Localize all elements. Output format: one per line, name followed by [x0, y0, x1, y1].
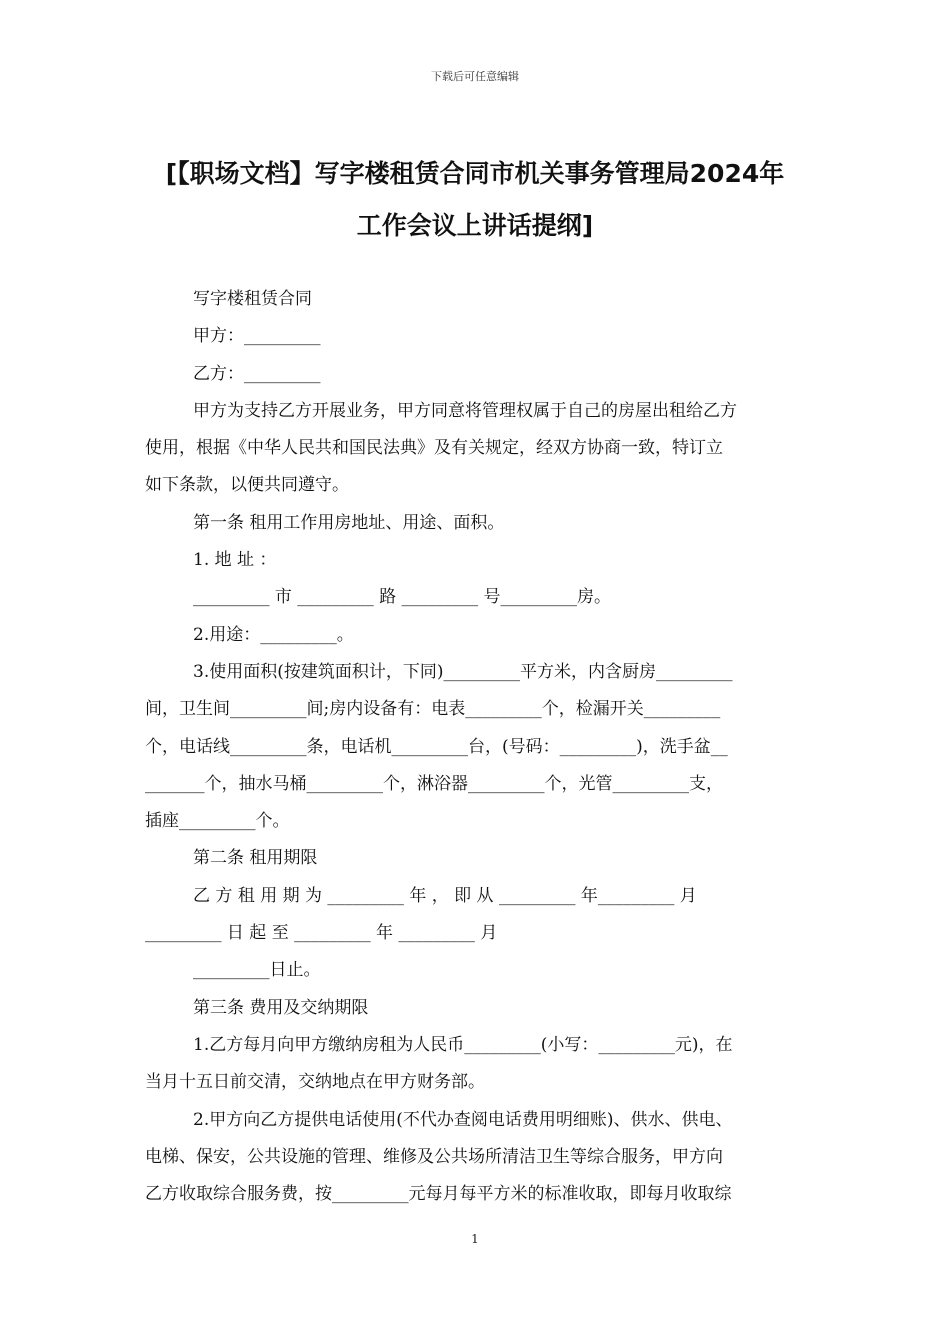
article-heading: 第三条 费用及交纳期限: [193, 997, 369, 1018]
text-line: 1. 地 址 ：: [193, 550, 277, 571]
party-b-line: 乙方：_________: [193, 363, 321, 384]
text-line: 1.乙方每月向甲方缴纳房租为人民币_________(小写：_________元)，在: [193, 1034, 733, 1055]
text-line: 当月十五日前交清，交纳地点在甲方财务部。: [145, 1072, 485, 1093]
title-line-2: 工作会议上讲话提纲]: [356, 211, 594, 240]
text-line: 如下条款，以便共同遵守。: [145, 475, 349, 496]
text-line: 乙 方 租 用 期 为 _________ 年 ， 即 从 _________ 年_________ 月: [193, 885, 697, 906]
contract-heading: 写字楼租赁合同: [193, 289, 312, 309]
text-line: 个，电话线_________条，电话机_________台，(号码：_________)，洗手盆__: [145, 736, 728, 757]
text-line: _________日止。: [193, 960, 321, 981]
text-line: 插座_________个。: [145, 811, 290, 832]
document-title: [140, 148, 810, 252]
text-line: 2.甲方向乙方提供电话使用(不代办查阅电话费用明细账)、供水、供电、: [193, 1109, 733, 1130]
text-line: 乙方收取综合服务费，按_________元每月每平方米的标准收取，即每月收取综: [145, 1184, 732, 1205]
page-header-note: 下载后可任意编辑: [431, 70, 519, 83]
article-heading: 第二条 租用期限: [193, 848, 318, 869]
text-line: _________ 市 _________ 路 _________ 号_________房。: [193, 587, 612, 608]
text-line: 间，卫生间_________间;房内设备有：电表_________个，检漏开关_________: [145, 699, 721, 720]
text-line: 2.用途：_________。: [193, 624, 354, 645]
article-heading: 第一条 租用工作用房地址、用途、面积。: [193, 512, 505, 533]
text-line: _________ 日 起 至 _________ 年 _________ 月: [145, 923, 498, 944]
page-number: 1: [471, 1232, 479, 1246]
text-line: _______个，抽水马桶_________个，淋浴器_________个，光管_________支，: [145, 773, 723, 794]
title-line-1: [【职场文档】写字楼租赁合同市机关事务管理局2024年: [165, 159, 785, 188]
party-a-line: 甲方：_________: [193, 326, 321, 347]
text-line: 电梯、保安，公共设施的管理、维修及公共场所清洁卫生等综合服务，甲方向: [145, 1146, 723, 1167]
text-line: 甲方为支持乙方开展业务，甲方同意将管理权属于自己的房屋出租给乙方: [193, 400, 737, 421]
contract-body: [145, 281, 805, 1213]
text-line: 3.使用面积(按建筑面积计，下同)_________平方米，内含厨房_________: [193, 661, 733, 682]
text-line: 使用，根据《中华人民共和国民法典》及有关规定，经双方协商一致，特订立: [145, 438, 723, 459]
